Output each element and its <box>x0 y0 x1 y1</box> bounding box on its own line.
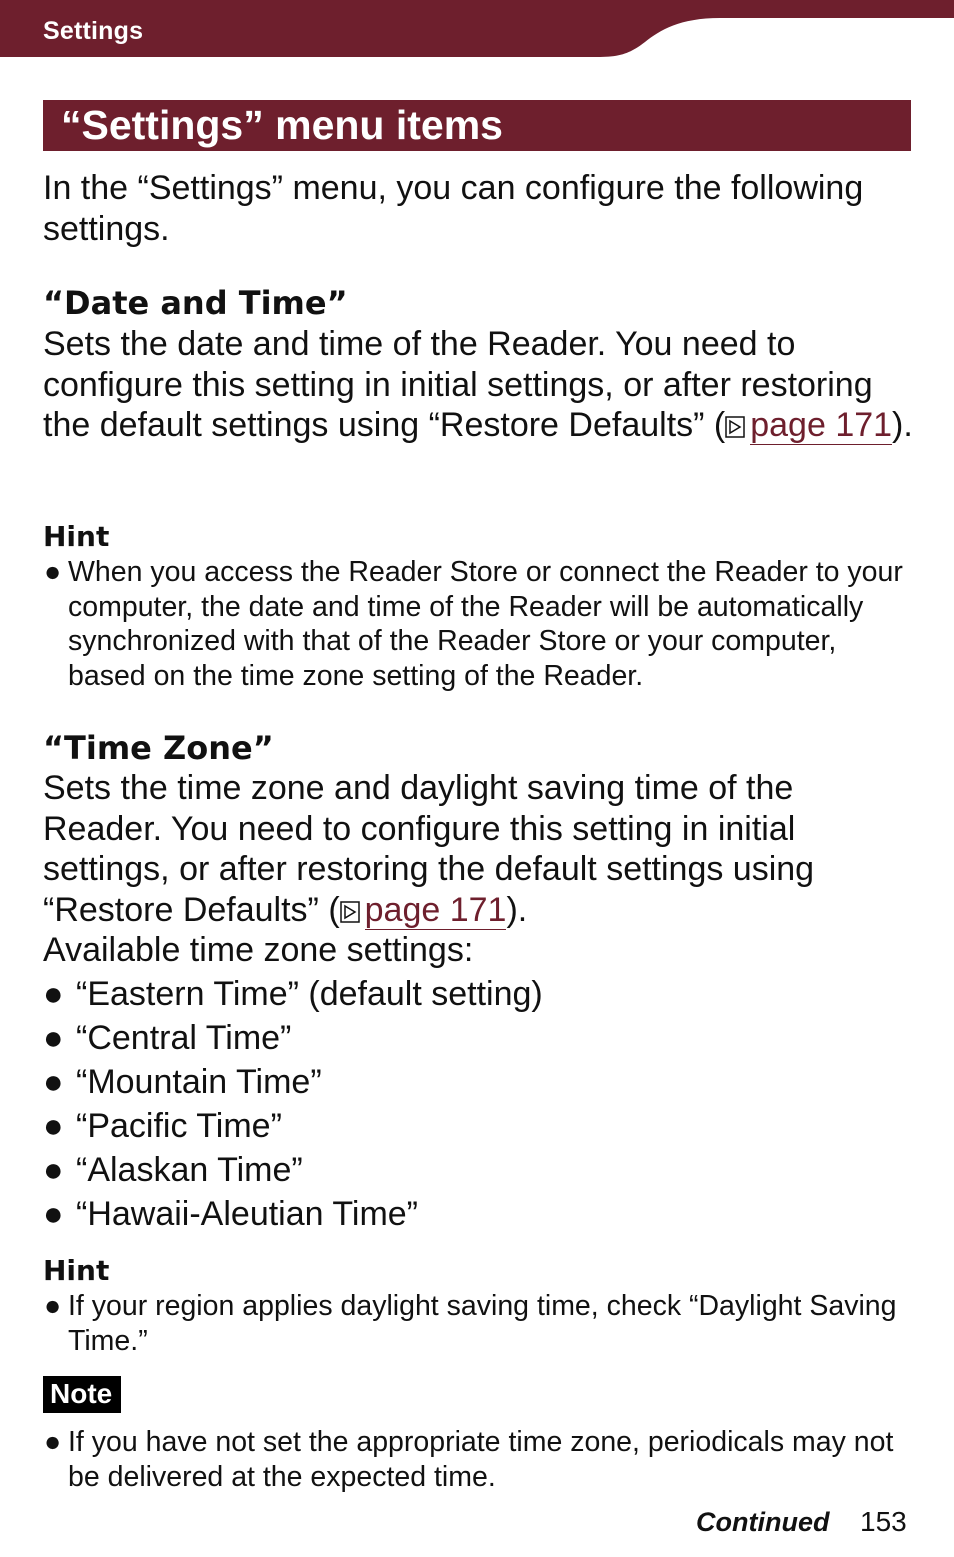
list-item <box>43 1192 543 1236</box>
date-time-description <box>43 324 913 446</box>
note-badge <box>43 1376 121 1413</box>
time-zone-body-end: ). <box>506 890 528 929</box>
time-zone-hint-text: If your region applies daylight saving time, check “Daylight Saving Time.” <box>68 1290 897 1357</box>
time-zone-option: “Mountain Time” <box>76 1063 322 1101</box>
list-item <box>43 1016 543 1060</box>
bullet-icon: ● <box>43 1019 64 1057</box>
time-zone-option: “Eastern Time” (default setting) <box>76 975 543 1013</box>
bullet-icon: ● <box>44 556 62 588</box>
time-zone-hint-heading: Hint <box>43 1254 110 1287</box>
date-time-heading: “Date and Time” <box>43 284 348 322</box>
intro-paragraph: In the “Settings” menu, you can configure the following settings. <box>43 169 864 248</box>
time-zone-option: “Hawaii-Aleutian Time” <box>76 1195 418 1233</box>
note-item <box>43 1425 903 1494</box>
date-time-hint-item <box>43 555 903 693</box>
time-zone-description <box>43 768 913 971</box>
section-label: Settings <box>43 17 144 45</box>
time-zone-hint-item <box>43 1289 903 1358</box>
time-zone-heading: “Time Zone” <box>43 729 274 767</box>
page-title: “Settings” menu items <box>61 102 503 148</box>
bullet-icon: ● <box>43 975 64 1013</box>
bullet-icon: ● <box>43 1151 64 1189</box>
time-zone-option: “Central Time” <box>76 1019 292 1057</box>
date-time-body-end: ). <box>892 406 913 444</box>
date-time-page-link[interactable]: page 171 <box>750 406 893 444</box>
time-zone-options-list <box>43 972 543 1236</box>
date-time-body: Sets the date and time of the Reader. You need to configure this setting in initial settings, or after restoring the default settings using “Restore Defaults” ( <box>43 325 873 444</box>
bullet-icon: ● <box>43 1107 64 1145</box>
list-item <box>43 1104 543 1148</box>
available-settings-label: Available time zone settings: <box>43 931 474 969</box>
bullet-icon: ● <box>43 1195 64 1233</box>
time-zone-body: Sets the time zone and daylight saving time of the Reader. You need to configure this setting in initial settings, or after restoring the default settings using “Restore Defaults” ( <box>43 769 815 929</box>
page-title-bar <box>43 100 911 151</box>
list-item <box>43 1060 543 1104</box>
bullet-icon: ● <box>43 1063 64 1101</box>
bullet-icon: ● <box>44 1290 62 1322</box>
time-zone-option: “Pacific Time” <box>76 1107 282 1145</box>
page-reference-icon <box>340 901 360 923</box>
note-label: Note <box>50 1378 113 1409</box>
time-zone-page-link[interactable]: page 171 <box>364 890 507 929</box>
section-header-bar <box>0 0 954 57</box>
bullet-icon: ● <box>44 1426 62 1458</box>
date-time-hint-text: When you access the Reader Store or connect the Reader to your computer, the date and time of the Reader will be automatically synchronized with that of the Reader Store or your computer, based on the time zone setting of the Reader. <box>68 556 903 692</box>
page-number: 153 <box>860 1506 907 1537</box>
page-reference-icon <box>725 416 745 438</box>
continued-label: Continued <box>696 1507 830 1537</box>
note-text: If you have not set the appropriate time zone, periodicals may not be delivered at the expected time. <box>68 1426 894 1493</box>
date-time-hint-heading: Hint <box>43 520 110 553</box>
list-item <box>43 972 543 1016</box>
list-item <box>43 1148 543 1192</box>
time-zone-option: “Alaskan Time” <box>76 1151 303 1189</box>
